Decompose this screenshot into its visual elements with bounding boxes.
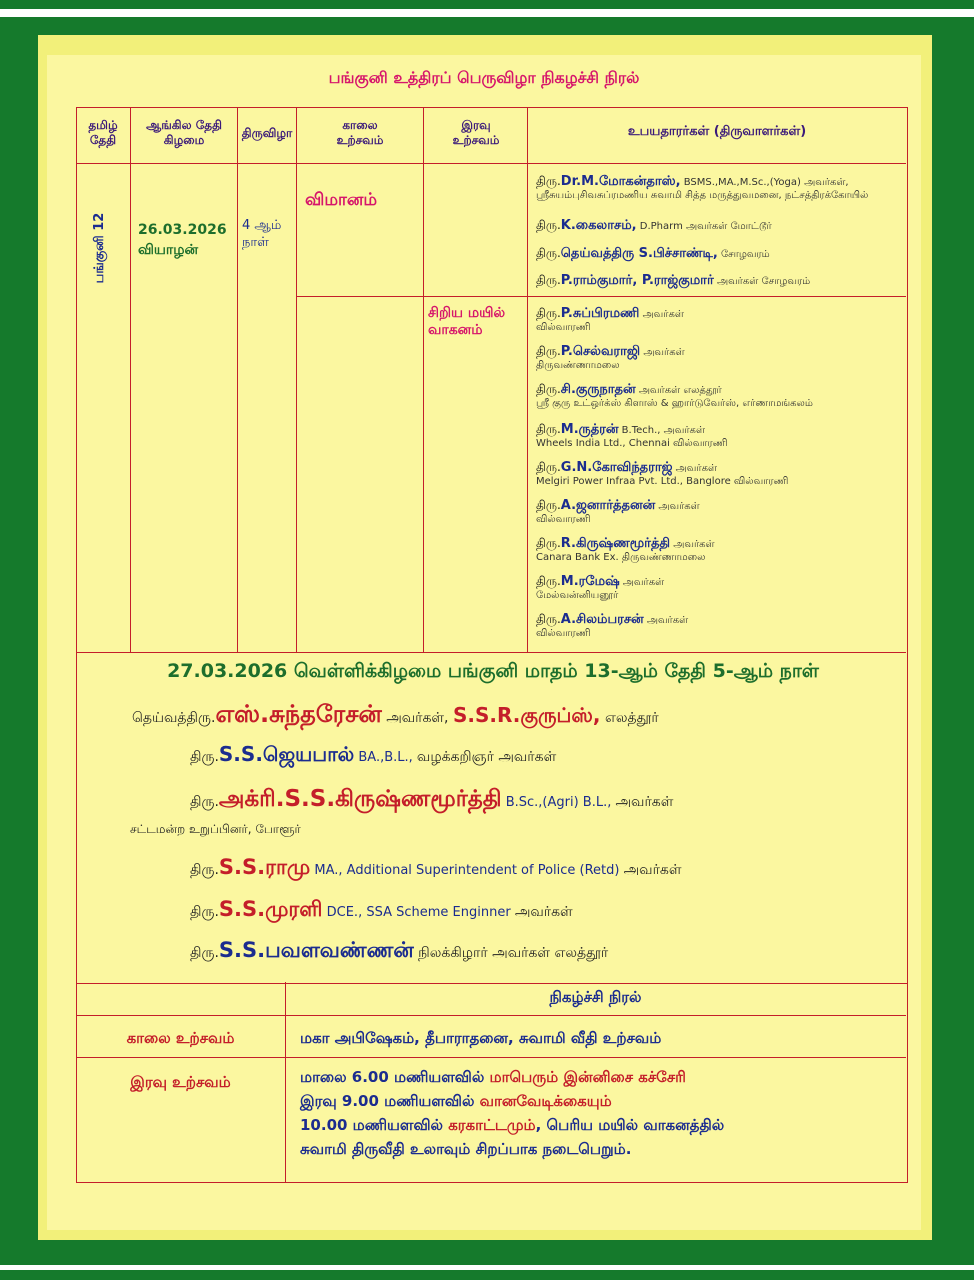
header-morning: காலை உற்சவம் (336, 118, 384, 147)
header-night: இரவு உற்சவம் (452, 118, 500, 147)
header-sponsors: உபயதாரர்கள் (திருவாளர்கள்) (627, 124, 807, 139)
sponsor-entry: திரு.P.செல்வராஜி அவர்கள் திருவண்ணாமலை (536, 344, 685, 371)
day5-line: திரு.S.S.பவளவண்ணன் நிலக்கிழார் அவர்கள் எலத்தூர் (190, 938, 609, 962)
night-program-line: 10.00 மணியளவில் கரகாட்டமும், பெரிய மயில் வாகனத்தில் (300, 1116, 725, 1134)
day5-line: திரு.S.S.ராமு MA., Additional Superintendent of Police (Retd) அவர்கள் (190, 855, 682, 879)
sponsor-entry: திரு.A.சிலம்பரசன் அவர்கள் வில்வாரணி (536, 612, 689, 639)
night-program-line: சுவாமி திருவீதி உலாவும் சிறப்பாக நடைபெறும். (300, 1140, 632, 1158)
morning-label: காலை உற்சவம் (126, 1029, 235, 1047)
table-divider (76, 163, 906, 164)
top-border-line (0, 0, 974, 9)
sponsor-entry: திரு.G.N.கோவிந்தராஜ் அவர்கள் Melgiri Power Infraa Pvt. Ltd., Banglore வில்வாரணி (536, 460, 789, 487)
table-divider (130, 107, 131, 652)
table-divider (296, 107, 297, 652)
english-date: 26.03.2026 (138, 222, 227, 238)
bottom-border-line (0, 1270, 974, 1280)
night-program-text (300, 1065, 724, 1161)
sponsor-entry: திரு.M.ருத்ரன் B.Tech., அவர்கள் Wheels India Ltd., Chennai வில்வாரணி (536, 422, 728, 449)
sponsor-entry: திரு.P.சுப்பிரமணி அவர்கள் வில்வாரணி (536, 306, 684, 333)
header-english-date: ஆங்கில தேதி கிழமை (146, 118, 222, 147)
sponsor-entry: திரு.M.ரமேஷ் அவர்கள் மேல்வன்னியனூர் (536, 574, 665, 601)
sponsor-entry: திரு.R.கிருஷ்ணமூர்த்தி அவர்கள் Canara Bank Ex. திருவண்ணாமலை (536, 536, 715, 563)
header-tamil-date: தமிழ் தேதி (88, 118, 118, 147)
sponsor-entry: திரு.K.கைலாசம், D.Pharm அவர்கள் மோட்டூர் (536, 218, 772, 233)
morning-program-text: மகா அபிஷேகம், தீபாராதனை, சுவாமி வீதி உற்சவம் (300, 1029, 662, 1047)
sponsor-entry: திரு.A.ஜனார்த்தனன் அவர்கள் வில்வாரணி (536, 498, 700, 525)
day5-line: திரு.அக்ரி.S.S.கிருஷ்ணமூர்த்தி B.Sc.,(Agri) B.L., அவர்கள் (190, 786, 674, 812)
tamil-date-vertical: பங்குனி 12 (92, 212, 107, 284)
night-sponsor-list (536, 306, 906, 646)
night-vahanam: சிறிய மயில் வாகனம் (428, 305, 506, 338)
morning-sponsor-list (536, 174, 906, 293)
day5-heading: 27.03.2026 வெள்ளிக்கிழமை பங்குனி மாதம் 13-ஆம் தேதி 5-ஆம் நாள் (167, 660, 819, 682)
table-divider (237, 107, 238, 652)
day5-line: திரு.S.S.முரளி DCE., SSA Scheme Enginner அவர்கள் (190, 897, 573, 921)
program-heading: நிகழ்ச்சி நிரல் (549, 988, 642, 1006)
sponsor-entry: திரு.தெய்வத்திரு S.பிச்சாண்டி, சோழவரம் (536, 246, 770, 261)
sponsor-entry: திரு.சி.குருநாதன் அவர்கள் எலத்தூர் ஸ்ரீ குரு உட்ஒர்க்ஸ் கிளாஸ் & ஹார்டுவேர்ஸ், எர்ணாமங்கலம் (536, 382, 813, 409)
night-program-line: இரவு 9.00 மணியளவில் வானவேடிக்கையும் (300, 1092, 612, 1110)
page-title: பங்குனி உத்திரப் பெருவிழா நிகழச்சி நிரல் (328, 68, 640, 87)
day5-section (78, 652, 908, 982)
sponsor-entry: திரு.P.ராம்குமார், P.ராஜ்குமார் அவர்கள் சோழவரம் (536, 273, 811, 288)
header-festival: திருவிழா (241, 126, 293, 140)
day5-subline: சட்டமன்ற உறுப்பினர், போளூர் (130, 822, 301, 836)
day-label: 4 ஆம் நாள் (242, 218, 282, 250)
table-divider (296, 296, 906, 297)
sponsor-entry: திரு.Dr.M.மோகன்தாஸ், BSMS.,MA.,M.Sc.,(Yoga) அவர்கள், ஸ்ரீசுயம்புசிவசுப்ரமணிய சுவாமி சித்த மருத்துவமனை, நட்சத்திரக்கோயில் (536, 174, 869, 201)
night-program-line: மாலை 6.00 மணியளவில் மாபெரும் இன்னிசை கச்சேரி (300, 1068, 686, 1086)
night-label: இரவு உற்சவம் (130, 1073, 231, 1091)
table-divider (527, 107, 528, 652)
day5-line: தெய்வத்திரு.எஸ்.சுந்தரேசன் அவர்கள், S.S.R.குருப்ஸ், எலத்தூர் (132, 700, 659, 728)
table-divider (423, 107, 424, 652)
weekday: வியாழன் (138, 242, 199, 258)
day5-line: திரு.S.S.ஜெயபால் BA.,B.L., வழக்கறிஞர் அவர்கள் (190, 742, 557, 766)
morning-vahanam: விமானம் (305, 190, 378, 210)
